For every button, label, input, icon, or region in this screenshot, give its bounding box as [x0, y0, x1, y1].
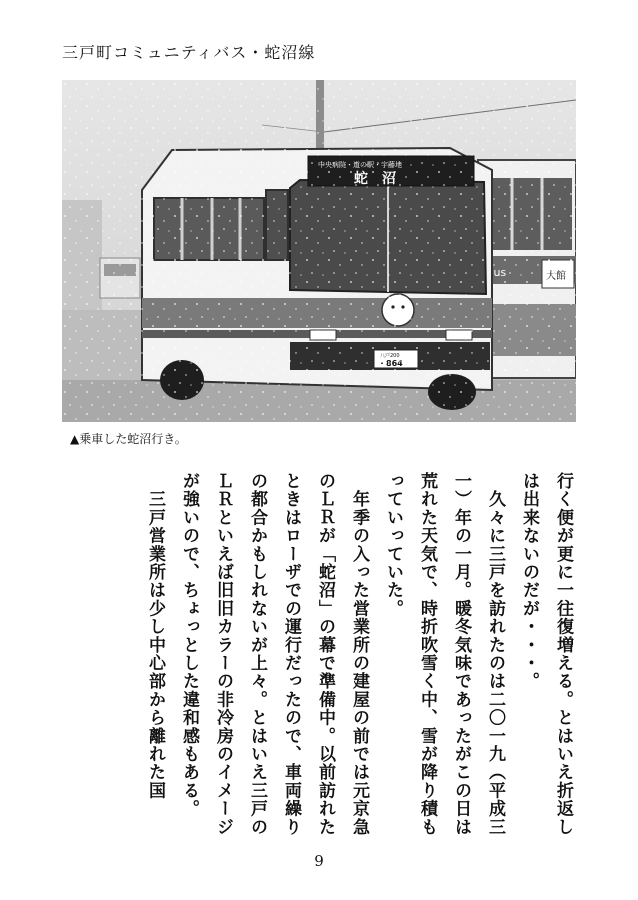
article-paragraph: 久々に三戸を訪れたのは二〇一九（平成三一）年の一月。暖冬気味であったがこの日は荒れた天気で、時折吹雪く中、雪が降り積もっていっていた。 — [383, 472, 505, 836]
page-heading: 三戸町コミュニティバス・蛇沼線 — [62, 43, 316, 62]
photo-caption: ▲乗車した蛇沼行き。 — [70, 432, 187, 446]
article-paragraph: 年季の入った営業所の建屋の前では元京急のＬＲが「蛇沼」の幕で準備中。以前訪れたときはローザでの運行だったので、車両繰りの都合かもしれないが上々。とはいえ三戸のＬＲといえば旧旧カラーの非冷房のイメージが強いので、ちょっとした違和感もある。 — [179, 472, 369, 836]
bus-photo-illustration — [62, 80, 576, 422]
article-paragraph: 三戸営業所は少し中心部から離れた国 — [145, 472, 165, 800]
page-number: 9 — [314, 852, 324, 870]
article-body — [62, 472, 580, 842]
article-paragraph: 行く便が更に一往復増える。とはいえ折返しは出来ないのだが・・・。 — [519, 472, 573, 836]
bus-photo — [62, 80, 576, 422]
